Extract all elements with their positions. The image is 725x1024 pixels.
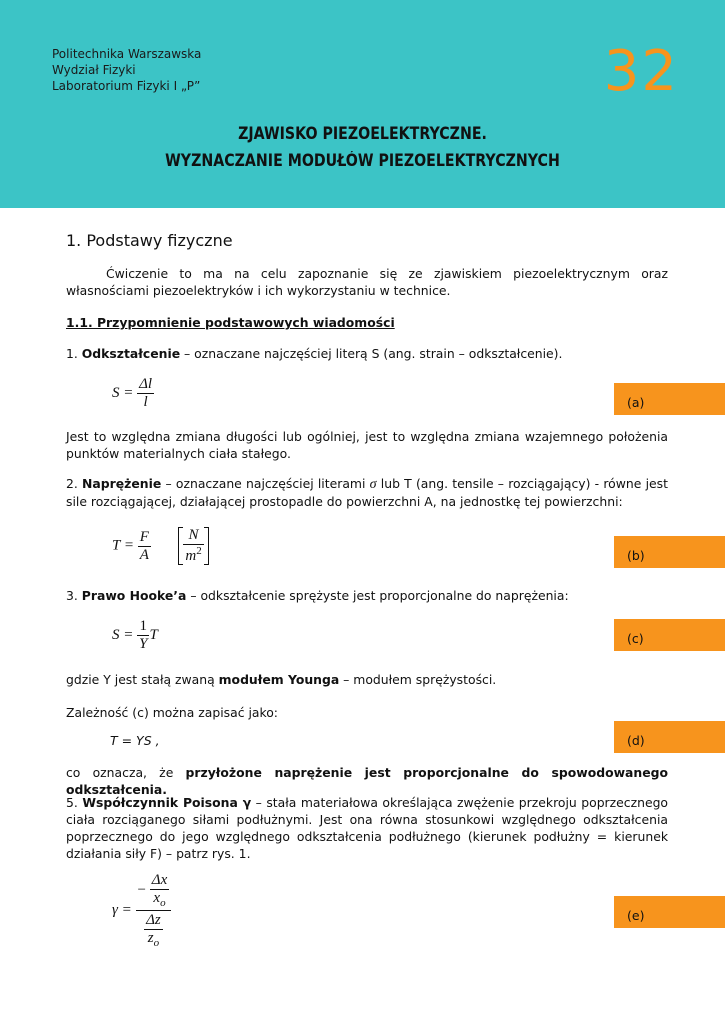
subsection-title bbox=[66, 314, 668, 331]
intro-paragraph: Ćwiczenie to ma na celu zapoznanie się ze zjawiskiem piezoelektrycznym oraz własnościami piezoelektryków i ich wykorzystaniu w technice. bbox=[66, 266, 668, 298]
formula-e-n1: Δx bbox=[151, 872, 168, 888]
formula-a-den: l bbox=[137, 393, 154, 411]
item-1-term: Odkształcenie bbox=[81, 346, 181, 361]
formula-a-fraction bbox=[137, 376, 154, 411]
conclusion-term: przyłożone naprężenie jest proporcjonalne do spowodowanego odkształcenia. bbox=[66, 765, 669, 797]
formula-c bbox=[112, 618, 158, 653]
unit-fraction bbox=[183, 527, 203, 565]
formula-b bbox=[112, 527, 209, 565]
sigma-symbol: σ bbox=[369, 477, 377, 492]
formula-c-rhs: T bbox=[149, 626, 158, 643]
item-3-text: – odkształcenie sprężyste jest proporcjonalne do naprężenia: bbox=[186, 588, 569, 603]
unit-exponent: 2 bbox=[196, 545, 202, 557]
section-title: 1. Podstawy fizyczne bbox=[66, 231, 233, 250]
item-1-text: – oznaczane najczęściej literą S (ang. strain – odkształcenie). bbox=[180, 346, 563, 361]
title-line-1: ZJAWISKO PIEZOELEKTRYCZNE. bbox=[238, 124, 487, 143]
title-line-2: WYZNACZANIE MODUŁÓW PIEZOELEKTRYCZNYCH bbox=[165, 151, 560, 170]
tag-a: (a) bbox=[614, 383, 725, 415]
item-2 bbox=[66, 475, 668, 510]
institution-line: Politechnika Warszawska bbox=[52, 47, 202, 61]
unit-num: N bbox=[188, 527, 199, 543]
item-3-number: 3. bbox=[66, 588, 82, 603]
unit-den bbox=[183, 544, 203, 565]
item-5-term: Współczynnik Poisona γ bbox=[82, 795, 252, 810]
formula-b-fraction bbox=[138, 529, 151, 564]
formula-e-lhs: γ = bbox=[112, 902, 132, 918]
item-1 bbox=[66, 345, 668, 362]
formula-e bbox=[112, 872, 171, 949]
item-2-text-a: – oznaczane najczęściej literami bbox=[161, 476, 370, 491]
formula-c-lhs: S = bbox=[112, 626, 134, 643]
formula-c-den: Y bbox=[139, 636, 148, 652]
item-2-term: Naprężenie bbox=[82, 476, 162, 491]
faculty-line: Wydział Fizyki bbox=[52, 63, 136, 77]
exercise-number: 32 bbox=[603, 39, 679, 104]
item-5 bbox=[66, 794, 668, 862]
header-banner bbox=[0, 0, 725, 208]
young-sentence bbox=[66, 671, 668, 688]
formula-e-d1 bbox=[150, 889, 169, 909]
formula-a bbox=[112, 376, 154, 411]
item-1-description: Jest to względna zmiana długości lub ogólniej, jest to względna zmiana wzajemnego położenia punktów materialnych ciała stałego. bbox=[66, 429, 668, 461]
formula-d: T = YS , bbox=[110, 733, 160, 748]
lab-line: Laboratorium Fizyki I „P” bbox=[52, 79, 201, 93]
item-1-number: 1. bbox=[66, 346, 82, 361]
formula-c-num: 1 bbox=[139, 618, 148, 634]
formula-b-den: A bbox=[139, 546, 149, 563]
formula-e-denominator bbox=[136, 910, 172, 949]
formula-e-fraction bbox=[136, 872, 172, 949]
institution-block bbox=[52, 46, 201, 94]
item-2-number: 2. bbox=[66, 476, 83, 491]
item-3-term: Prawo Hooke’a bbox=[81, 588, 187, 603]
unit-den-base: m bbox=[185, 548, 197, 564]
item-3 bbox=[66, 587, 668, 604]
item-5-text: – stała materiałowa określająca zwężenie przekroju poprzecznego ciała rozciąganego siłami podłużnymi. Jest ona równa stosunkowi względnego odkształcenia poprzecznego do jego względnego odkształcenia podłużnego (kierunek podłużny = kierunek działania siły F) – patrz rys. 1. bbox=[66, 795, 669, 861]
formula-a-num: Δl bbox=[139, 376, 153, 392]
formula-e-n2: Δz bbox=[146, 912, 161, 928]
rewrite-sentence: Zależność (c) można zapisać jako: bbox=[66, 705, 278, 720]
tag-e: (e) bbox=[614, 896, 725, 928]
formula-b-num: F bbox=[139, 528, 149, 545]
formula-e-top-fraction bbox=[150, 872, 169, 909]
subsection-title-text: 1.1. Przypomnienie podstawowych wiadomości bbox=[66, 315, 395, 330]
item-2-text-b: lub T (ang. tensile – rozciągający) - równe jest sile rozciągającej, działającej prostopadle do powierzchni A, na jednostkę tej powierzchni: bbox=[66, 476, 668, 509]
young-text-a: gdzie Y jest stałą zwaną bbox=[66, 672, 219, 687]
tag-b: (b) bbox=[614, 536, 725, 568]
formula-e-d1-sub: o bbox=[160, 897, 166, 909]
conclusion-sentence bbox=[66, 764, 668, 798]
formula-e-d2 bbox=[144, 929, 163, 949]
formula-e-d2-sub: o bbox=[153, 937, 160, 949]
conclusion-text: co oznacza, że bbox=[66, 765, 186, 780]
formula-b-lhs: T = bbox=[112, 537, 134, 554]
formula-a-lhs: S = bbox=[112, 384, 134, 401]
tag-d: (d) bbox=[614, 721, 725, 753]
young-term: modułem Younga bbox=[218, 672, 340, 687]
unit-bracket bbox=[178, 527, 208, 565]
formula-c-fraction bbox=[137, 618, 149, 653]
formula-e-d2-base: z bbox=[147, 930, 154, 946]
formula-e-minus: − bbox=[137, 881, 147, 898]
tag-c: (c) bbox=[614, 619, 725, 651]
formula-e-bottom-fraction bbox=[144, 912, 163, 949]
formula-e-numerator bbox=[136, 872, 172, 910]
formula-e-d1-base: x bbox=[153, 890, 161, 906]
young-text-b: – modułem sprężystości. bbox=[339, 672, 497, 687]
item-5-number: 5. bbox=[66, 795, 83, 810]
